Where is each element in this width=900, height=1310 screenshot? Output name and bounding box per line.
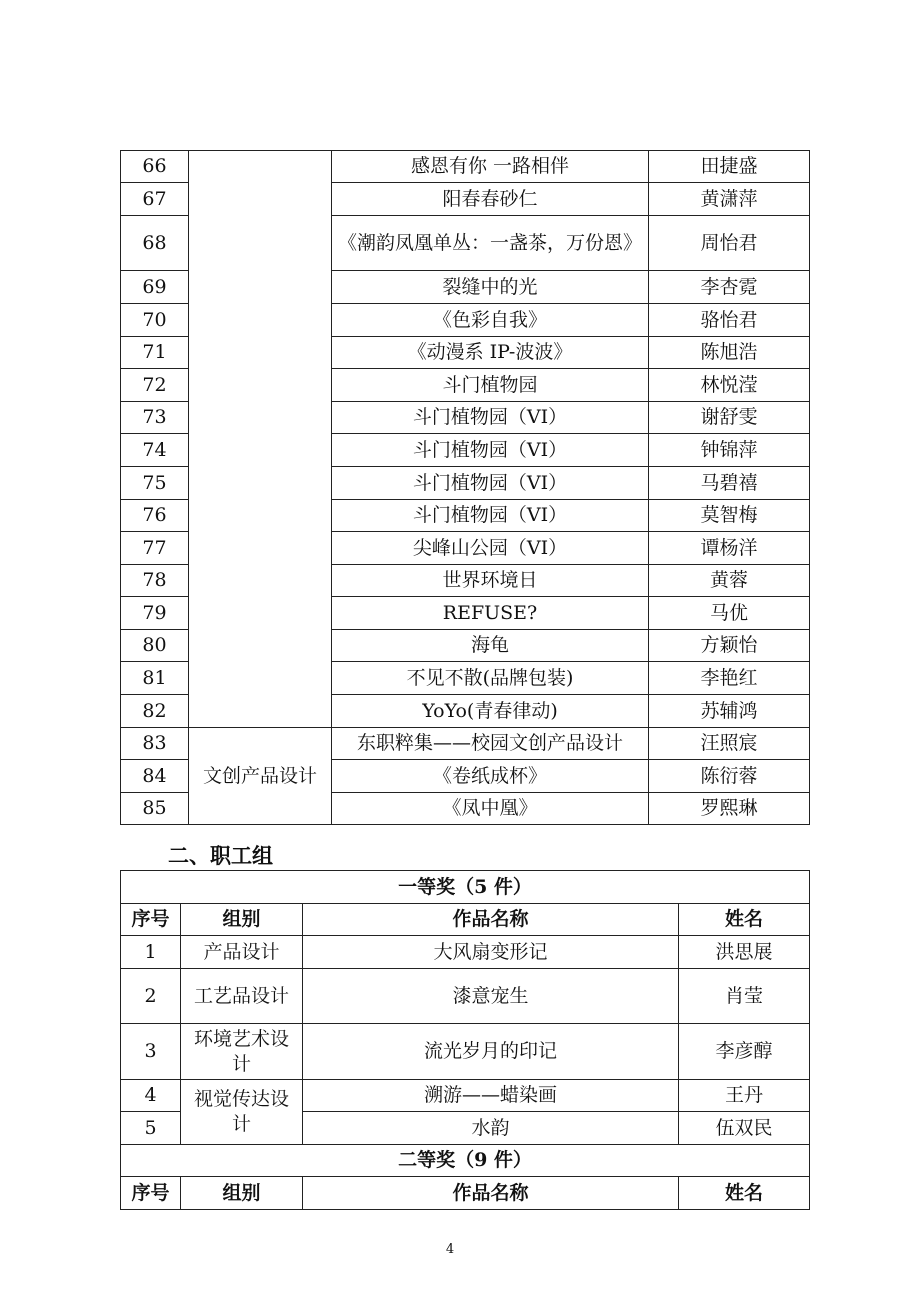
author-name: 谢舒雯	[649, 402, 810, 434]
work-title: 流光岁月的印记	[303, 1024, 679, 1080]
row-number: 4	[121, 1080, 181, 1112]
row-number: 68	[121, 216, 189, 271]
author-name: 李艳红	[649, 662, 810, 695]
work-title: 《潮韵凤凰单丛：一盏茶，万份恩》	[332, 216, 649, 271]
row-number: 71	[121, 337, 189, 369]
table-row	[121, 728, 810, 760]
prize-second-header: 二等奖（9 件）	[121, 1145, 810, 1177]
row-number: 80	[121, 630, 189, 662]
work-title: 东职粹集——校园文创产品设计	[332, 728, 649, 760]
work-title: 感恩有你 一路相伴	[332, 151, 649, 183]
table-row	[121, 1080, 810, 1112]
work-title: REFUSE?	[332, 597, 649, 630]
group-cell: 产品设计	[181, 936, 303, 969]
row-number: 75	[121, 467, 189, 500]
awards-table-continued	[120, 150, 810, 825]
work-title: 《色彩自我》	[332, 304, 649, 337]
author-name: 谭杨洋	[649, 532, 810, 565]
prize-header-row	[121, 1145, 810, 1177]
group-cell-wenchuang: 文创产品设计	[189, 728, 332, 825]
work-title: 尖峰山公园（VI）	[332, 532, 649, 565]
work-title: 海龟	[332, 630, 649, 662]
col-header-group: 组别	[181, 1177, 303, 1210]
author-name: 马碧禧	[649, 467, 810, 500]
work-title: 世界环境日	[332, 565, 649, 597]
author-name: 莫智梅	[649, 500, 810, 532]
row-number: 69	[121, 271, 189, 304]
col-header-no: 序号	[121, 1177, 181, 1210]
author-name: 洪思展	[679, 936, 810, 969]
row-number: 5	[121, 1112, 181, 1145]
column-header-row	[121, 904, 810, 936]
work-title: 《卷纸成杯》	[332, 760, 649, 793]
row-number: 83	[121, 728, 189, 760]
work-title: 斗门植物园（VI）	[332, 467, 649, 500]
row-number: 81	[121, 662, 189, 695]
col-header-name: 姓名	[679, 904, 810, 936]
section-heading: 二、职工组	[168, 843, 273, 868]
work-title: 《动漫系 IP-波波》	[332, 337, 649, 369]
table-row	[121, 969, 810, 1024]
table-row	[121, 936, 810, 969]
author-name: 罗熙琳	[649, 793, 810, 825]
row-number: 74	[121, 434, 189, 467]
author-name: 田捷盛	[649, 151, 810, 183]
row-number: 66	[121, 151, 189, 183]
row-number: 2	[121, 969, 181, 1024]
work-title: 《凤中凰》	[332, 793, 649, 825]
author-name: 马优	[649, 597, 810, 630]
work-title: 斗门植物园	[332, 369, 649, 402]
prize-header-row	[121, 871, 810, 904]
work-title: 漆意宠生	[303, 969, 679, 1024]
page-number: 4	[445, 1242, 455, 1257]
row-number: 79	[121, 597, 189, 630]
row-number: 85	[121, 793, 189, 825]
work-title: 斗门植物园（VI）	[332, 500, 649, 532]
author-name: 伍双民	[679, 1112, 810, 1145]
col-header-no: 序号	[121, 904, 181, 936]
author-name: 周怡君	[649, 216, 810, 271]
work-title: 水韵	[303, 1112, 679, 1145]
author-name: 陈衍蓉	[649, 760, 810, 793]
work-title: 斗门植物园（VI）	[332, 402, 649, 434]
col-header-name: 姓名	[679, 1177, 810, 1210]
group-cell: 环境艺术设计	[181, 1024, 303, 1080]
author-name: 李杏霓	[649, 271, 810, 304]
row-number: 77	[121, 532, 189, 565]
work-title: 阳春春砂仁	[332, 183, 649, 216]
row-number: 72	[121, 369, 189, 402]
group-cell-empty	[189, 151, 332, 728]
staff-awards-table	[120, 870, 810, 1210]
author-name: 苏辅鸿	[649, 695, 810, 728]
prize-first-header: 一等奖（5 件）	[121, 871, 810, 904]
work-title: 裂缝中的光	[332, 271, 649, 304]
group-cell: 视觉传达设计	[181, 1080, 303, 1145]
table-row	[121, 151, 810, 183]
work-title: 不见不散(品牌包装)	[332, 662, 649, 695]
row-number: 82	[121, 695, 189, 728]
author-name: 李彦醇	[679, 1024, 810, 1080]
row-number: 1	[121, 936, 181, 969]
work-title: YoYo(青春律动)	[332, 695, 649, 728]
group-cell: 工艺品设计	[181, 969, 303, 1024]
author-name: 骆怡君	[649, 304, 810, 337]
col-header-title: 作品名称	[303, 1177, 679, 1210]
author-name: 陈旭浩	[649, 337, 810, 369]
row-number: 73	[121, 402, 189, 434]
row-number: 84	[121, 760, 189, 793]
work-title: 大风扇变形记	[303, 936, 679, 969]
author-name: 林悦滢	[649, 369, 810, 402]
col-header-group: 组别	[181, 904, 303, 936]
author-name: 黄蓉	[649, 565, 810, 597]
table-row	[121, 1024, 810, 1080]
row-number: 78	[121, 565, 189, 597]
author-name: 钟锦萍	[649, 434, 810, 467]
column-header-row	[121, 1177, 810, 1210]
col-header-title: 作品名称	[303, 904, 679, 936]
row-number: 67	[121, 183, 189, 216]
author-name: 肖莹	[679, 969, 810, 1024]
author-name: 黄潇萍	[649, 183, 810, 216]
row-number: 3	[121, 1024, 181, 1080]
row-number: 76	[121, 500, 189, 532]
work-title: 斗门植物园（VI）	[332, 434, 649, 467]
author-name: 汪照宸	[649, 728, 810, 760]
work-title: 溯游——蜡染画	[303, 1080, 679, 1112]
row-number: 70	[121, 304, 189, 337]
author-name: 方颖怡	[649, 630, 810, 662]
author-name: 王丹	[679, 1080, 810, 1112]
